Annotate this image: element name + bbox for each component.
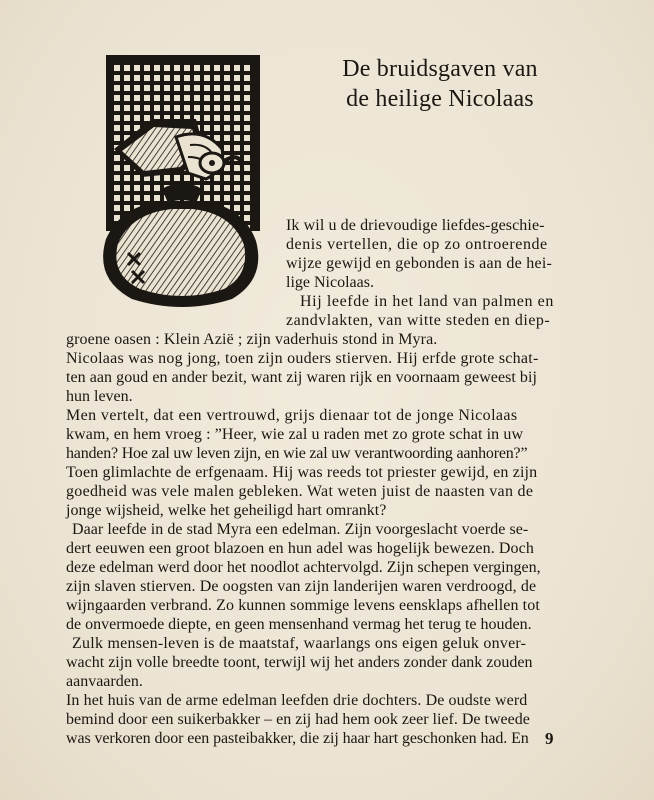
text-line: handen? Hoe zal uw leven zijn, en wie zal uw verantwoording aanhoren?” [66,445,528,462]
text-line: de onvermoede diepte, en geen mensenhand vermag het terug te houden. [66,616,532,633]
text-line: Zulk mensen-leven is de maatstaf, waarlangs ons eigen geluk onver- [72,635,527,652]
text-line: zijn slaven stierven. De oogsten van zijn landerijen waren verdroogd, de [66,578,537,595]
text-line: wacht zijn volle breedte toont, terwijl wij het anders zonder dank zouden [66,654,533,671]
text-line: aanvaarden. [66,673,143,690]
text-line: Ik wil u de drievoudige liefdes-geschie- [286,217,545,234]
text-line: groene oasen : Klein Azië ; zijn vaderhuis stond in Myra. [66,331,438,348]
text-line: zandvlakten, van witte steden en diep- [286,312,551,329]
chapter-title [290,54,590,114]
text-line: Daar leefde in de stad Myra een edelman. Zijn voorgeslacht voerde se- [72,521,529,538]
text-line: Toen glimlachte de erfgenaam. Hij was reeds tot priester gewijd, en zijn [66,464,538,481]
text-line: hun leven. [66,388,133,405]
chapter-title-line: de heilige Nicolaas [346,86,534,112]
page-number: 9 [545,729,554,748]
text-line: jonge wijsheid, welke het geheiligd hart omrankt? [66,502,387,519]
chapter-title-line: De bruidsgaven van [342,56,538,82]
text-line: bemind door een suikerbakker – en zij had hem ook zeer lief. De tweede [66,711,530,728]
text-line: ten aan goud en ander bezit, want zij waren rijk en voornaam geweest bij [66,369,537,386]
text-line: denis vertellen, die op zo ontroerende [286,236,548,253]
text-line: deze edelman werd door het noodlot achtervolgd. Zijn schepen vergingen, [66,559,541,576]
text-line: kwam, en hem vroeg : ”Heer, wie zal u raden met zo grote schat in uw [66,426,524,443]
text-line: Men vertelt, dat een vertrouwd, grijs dienaar tot de jonge Nicolaas [66,407,518,424]
text-line: lige Nicolaas. [286,274,374,291]
text-line: Hij leefde in het land van palmen en [300,293,554,310]
money-bag-woodcut-icon [92,53,272,309]
text-line: wijze gewijd en gebonden is aan de hei- [286,255,553,272]
text-line: dert eeuwen een groot blazoen en hun adel was hogelijk bewezen. Doch [66,540,534,557]
text-line: was verkoren door een pasteibakker, die zij haar hart geschonken had. En [66,730,529,747]
text-line: Nicolaas was nog jong, toen zijn ouders stierven. Hij erfde grote schat- [66,350,539,367]
text-line: wijngaarden verbrand. Zo kunnen sommige levens eensklaps afhellen tot [66,597,540,614]
text-line: goedheid was vele malen gebleken. Wat weten juist de naasten van de [66,483,534,500]
text-line: In het huis van de arme edelman leefden drie dochters. De oudste werd [66,692,528,709]
